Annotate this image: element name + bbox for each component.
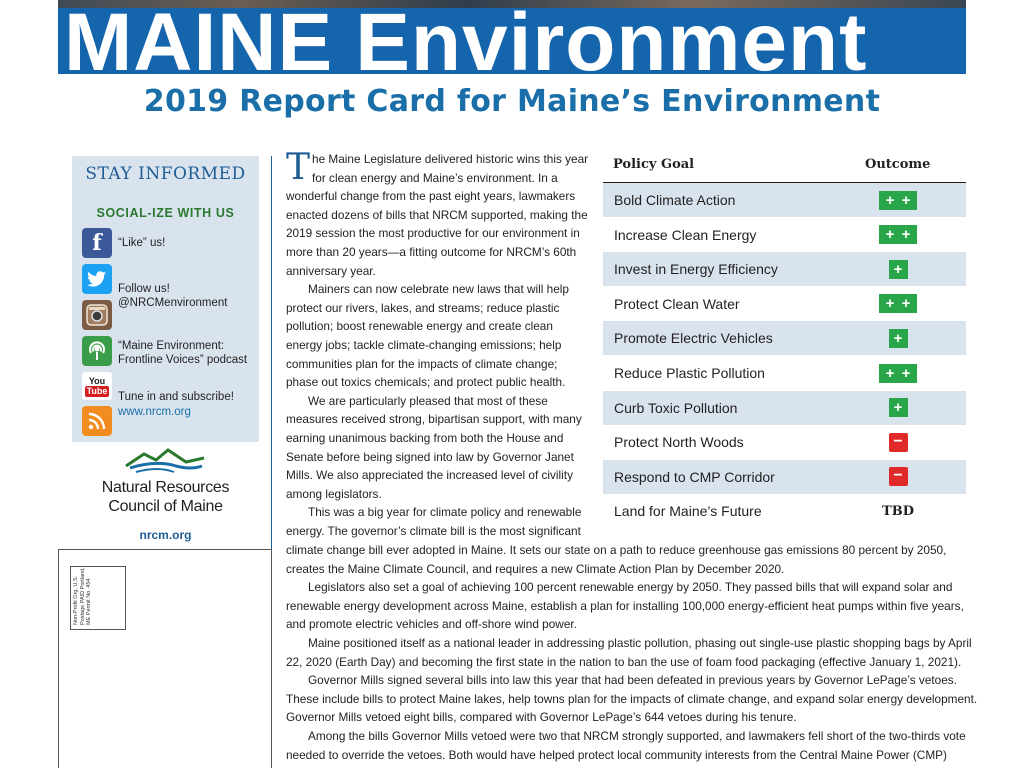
table-row <box>603 425 966 459</box>
outcome-cell <box>863 425 933 459</box>
article-wide-column <box>286 541 980 764</box>
org-name-line2: Council of Maine <box>108 498 223 515</box>
article-paragraph: Governor Mills signed several bills into law this year that had been defeated in previous years by Governor LePage’s vetoes. These include bills to protect Maine lakes, help towns plan for the impacts of climate change, and expand solar energy development. Governor Mills vetoed eight bills, compared with Governor LePage’s 644 vetoes during his tenure. <box>286 673 978 725</box>
outcome-cell <box>863 321 933 355</box>
rss-icon[interactable] <box>82 406 112 436</box>
table-header-outcome: Outcome <box>865 157 931 172</box>
org-url[interactable]: nrcm.org <box>139 528 192 542</box>
plus-icon: + <box>889 260 908 279</box>
facebook-icon[interactable]: f <box>82 228 112 258</box>
website-link[interactable]: www.nrcm.org <box>118 406 191 418</box>
outcome-cell <box>863 218 933 252</box>
policy-goal: Land for Maine’s Future <box>614 503 762 520</box>
outcome-cell <box>863 391 933 425</box>
table-row <box>603 287 966 321</box>
double-plus-icon: + + <box>879 225 917 244</box>
article-paragraph: Mainers can now celebrate new laws that will help protect our rivers, lakes, and streams; reduce plastic pollution; boost renewable energy and create clean energy jobs; tackle climate-changing emissions; help communities plan for the impacts of climate change; phase out toxics chemicals; and protect public health. <box>286 282 569 390</box>
article-p1: he Maine Legislature delivered historic wins this year for clean energy and Maine’s environment. In a wonderful change from the past eight years, lawmakers enacted dozens of bills that NRCM supported, making the 2019 session the most productive for our environment in more than 20 years—a fitting outcome for NRCM’s 60th anniversary year. <box>286 152 589 278</box>
table-row <box>603 494 966 528</box>
article-paragraph: Maine positioned itself as a national leader in addressing plastic pollution, phasing out single-use plastic shopping bags by April 22, 2020 (Earth Day) and becoming the first state in the nation to ban the use of foam food packaging (effective January 1, 2021). <box>286 635 972 669</box>
column-divider <box>271 156 272 549</box>
article-column <box>286 147 592 540</box>
podcast-text-line2: Frontline Voices” podcast <box>118 354 248 366</box>
outcome-cell <box>863 356 933 390</box>
twitter-icon[interactable] <box>82 264 112 294</box>
minus-icon: − <box>889 433 908 452</box>
masthead-title <box>64 8 867 74</box>
masthead-title-environment: Environment <box>355 8 868 74</box>
twitter-handle: @NRCMenvironment <box>118 297 228 309</box>
dropcap: T <box>286 147 311 188</box>
policy-goal: Protect Clean Water <box>614 295 740 312</box>
postage-text: Non-Profit Org. U.S. Postage PAID Portland, ME Permit No. 454 <box>73 567 92 625</box>
masthead-photo-strip <box>58 0 966 8</box>
table-header-goal: Policy Goal <box>613 157 695 172</box>
twitter-text-line1: Follow us! <box>118 283 170 295</box>
org-name-line1: Natural Resources <box>101 479 230 496</box>
outcome-cell <box>863 460 933 494</box>
table-row <box>603 183 966 217</box>
social-heading: SOCIAL-IZE WITH US <box>96 206 235 220</box>
article-paragraph <box>286 147 592 280</box>
podcast-text <box>118 339 247 367</box>
article-paragraph: climate change bill ever adopted in Maine. It sets our state on a path to reduce greenhouse gas emissions 80 percent by 2050, creates the Maine Climate Council, and requires a new Climate Action Plan by December 2020. <box>286 543 947 576</box>
table-row <box>603 321 966 355</box>
plus-icon: + <box>889 398 908 417</box>
table-row <box>603 356 966 390</box>
double-plus-icon: + + <box>879 294 917 313</box>
table-row <box>603 252 966 286</box>
podcast-text-line1: “Maine Environment: <box>118 340 225 352</box>
article-paragraph: Legislators also set a goal of achieving 100 percent renewable energy by 2050. They passed bills that will expand solar and renewable energy development across Maine, establish a plan for installing 100,000 energy-efficient heat pumps within five years, and promote electric vehicles and off-shore wind power. <box>286 580 964 632</box>
policy-goal: Invest in Energy Efficiency <box>614 261 778 278</box>
article-paragraph: This was a big year for climate policy and renewable energy. The governor’s climate bill is the most significant <box>286 505 582 538</box>
instagram-icon[interactable] <box>82 300 112 330</box>
article-paragraph: Among the bills Governor Mills vetoed were two that NRCM strongly supported, and lawmakers fell short of the two-thirds vote needed to override the vetoes. Both would have helped protect local community interests from the Central Maine Power (CMP) <box>286 728 966 762</box>
podcast-icon[interactable] <box>82 336 112 366</box>
policy-goal: Protect North Woods <box>614 434 744 451</box>
masthead-title-maine: MAINE <box>64 8 334 74</box>
stay-informed-heading: STAY INFORMED <box>85 164 246 184</box>
policy-goal: Curb Toxic Pollution <box>614 399 738 416</box>
double-plus-icon: + + <box>879 364 917 383</box>
outcome-cell <box>863 252 933 286</box>
tbd-label: TBD <box>882 503 914 519</box>
policy-goal: Promote Electric Vehicles <box>614 330 773 347</box>
policy-goal: Increase Clean Energy <box>614 226 757 243</box>
minus-icon: − <box>889 467 908 486</box>
youtube-icon[interactable]: You Tube <box>82 372 112 400</box>
article-paragraph: We are particularly pleased that most of these measures received strong, bipartisan support, with many earning unanimous backing from both the House and Senate before being signed into law by Governor Janet Mills. We also appreciated the increased level of civility among legislators. <box>286 393 582 501</box>
policy-goal: Bold Climate Action <box>614 192 736 208</box>
plus-icon: + <box>889 329 908 348</box>
policy-goal: Respond to CMP Corridor <box>614 468 775 485</box>
outcome-cell <box>863 287 933 321</box>
facebook-text: “Like” us! <box>118 237 166 249</box>
outcome-cell <box>863 183 933 217</box>
outcome-cell <box>863 494 933 528</box>
double-plus-icon: + + <box>879 191 917 210</box>
youtube-text: Tune in and subscribe! <box>118 391 234 403</box>
table-row <box>603 460 966 494</box>
policy-goal: Reduce Plastic Pollution <box>614 365 765 381</box>
stay-informed-panel <box>72 156 259 442</box>
table-row <box>603 391 966 425</box>
report-title: 2019 Report Card for Maine’s Environment <box>143 84 881 119</box>
postage-indicia <box>70 566 126 630</box>
table-row <box>603 218 966 252</box>
twitter-text <box>118 282 227 310</box>
org-name <box>72 478 259 516</box>
masthead-banner <box>58 8 966 74</box>
